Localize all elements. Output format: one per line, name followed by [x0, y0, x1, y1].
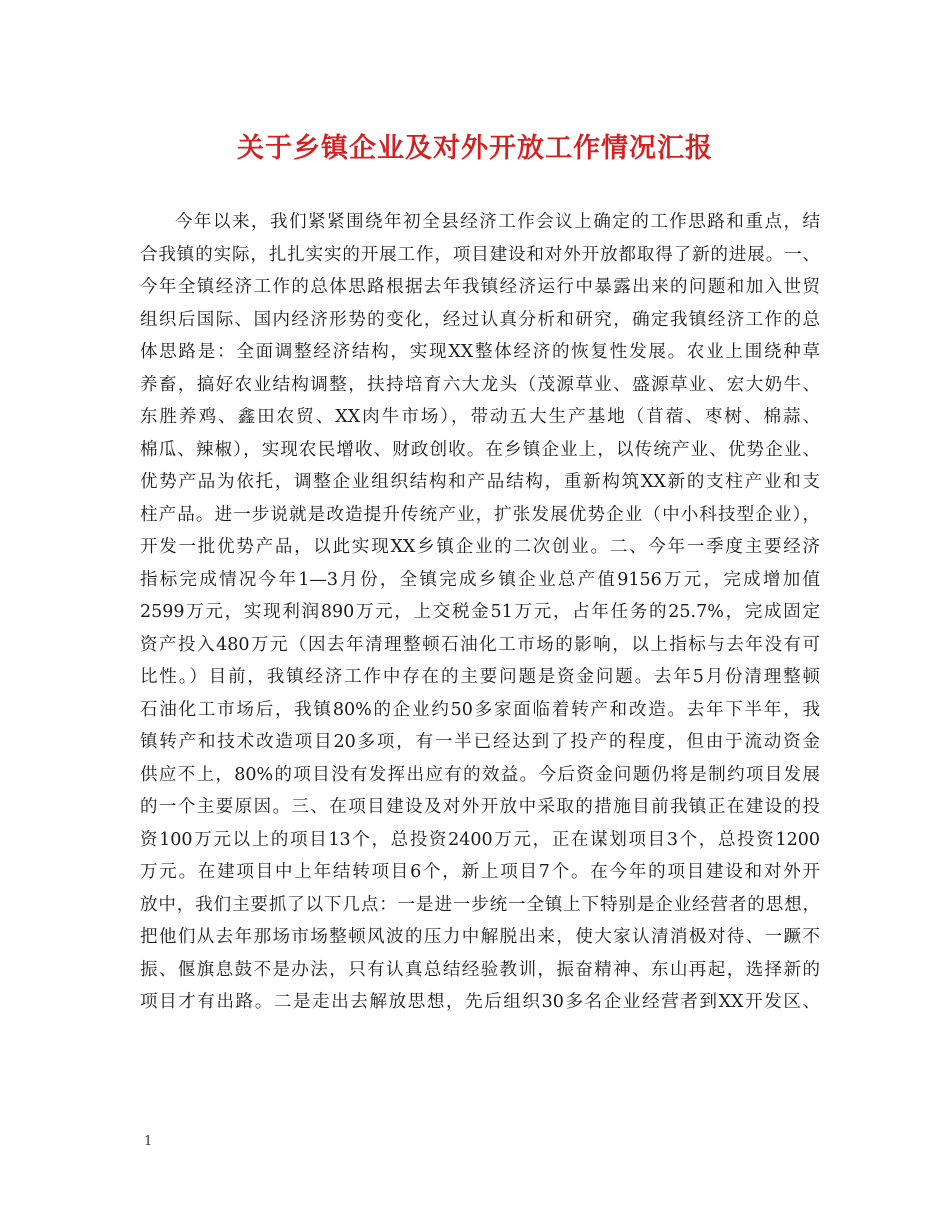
body-line: 柱产品。进一步说就是改造提升传统产业，扩张发展优势企业（中小科技型企业），	[140, 504, 820, 525]
body-line: 指标完成情况今年1—3月份，全镇完成乡镇企业总产值9156万元，完成增加值	[140, 569, 820, 590]
body-line: 合我镇的实际，扎扎实实的开展工作，项目建设和对外开放都取得了新的进展。一、	[140, 244, 820, 265]
body-line: 组织后国际、国内经济形势的变化，经过认真分析和研究，确定我镇经济工作的总	[140, 309, 820, 330]
body-line: 项目才有出路。二是走出去解放思想，先后组织30多名企业经营者到XX开发区、	[140, 992, 820, 1012]
body-line: 2599万元，实现利润890万元，上交税金51万元，占年任务的25.7%，完成固定	[140, 602, 820, 622]
body-line: 的一个主要原因。三、在项目建设及对外开放中采取的措施目前我镇正在建设的投	[140, 797, 820, 817]
body-line: 放中，我们主要抓了以下几点：一是进一步统一全镇上下特别是企业经营者的思想，	[140, 894, 820, 915]
body-line: 优势产品为依托，调整企业组织结构和产品结构，重新构筑XX新的支柱产业和支	[140, 472, 820, 492]
page-number: 1	[144, 1134, 153, 1149]
body-line: 资100万元以上的项目13个，总投资2400万元，正在谋划项目3个，总投资1200	[140, 829, 820, 850]
body-line: 供应不上，80%的项目没有发挥出应有的效益。今后资金问题仍将是制约项目发展	[140, 764, 820, 785]
body-line: 振、偃旗息鼓不是办法，只有认真总结经验教训，振奋精神、东山再起，选择新的	[140, 959, 820, 980]
body-line: 把他们从去年那场市场整顿风波的压力中解脱出来，使大家认清消极对待、一蹶不	[140, 927, 820, 947]
body-line: 镇转产和技术改造项目20多项，有一半已经达到了投产的程度，但由于流动资金	[140, 732, 820, 752]
document-title: 关于乡镇企业及对外开放工作情况汇报	[237, 133, 713, 164]
body-line: 万元。在建项目中上年结转项目6个，新上项目7个。在今年的项目建设和对外开	[140, 862, 820, 882]
body-line: 东胜养鸡、鑫田农贸、XX肉牛市场），带动五大生产基地（苜蓿、枣树、棉蒜、	[140, 407, 820, 427]
body-line: 比性。）目前，我镇经济工作中存在的主要问题是资金问题。去年5月份清理整顿	[140, 667, 820, 687]
body-line: 体思路是：全面调整经济结构，实现XX整体经济的恢复性发展。农业上围绕种草	[140, 342, 820, 362]
body-line: 今年以来，我们紧紧围绕年初全县经济工作会议上确定的工作思路和重点，结	[175, 212, 820, 232]
body-line: 资产投入480万元（因去年清理整顿石油化工市场的影响，以上指标与去年没有可	[140, 634, 820, 655]
document-body	[140, 206, 820, 1019]
body-line: 开发一批优势产品，以此实现XX乡镇企业的二次创业。二、今年一季度主要经济	[140, 537, 820, 557]
body-line: 今年全镇经济工作的总体思路根据去年我镇经济运行中暴露出来的问题和加入世贸	[140, 277, 820, 297]
body-line: 养畜，搞好农业结构调整，扶持培育六大龙头（茂源草业、盛源草业、宏大奶牛、	[140, 374, 820, 395]
body-line: 石油化工市场后，我镇80%的企业约50多家面临着转产和改造。去年下半年，我	[140, 699, 820, 720]
body-line: 棉瓜、辣椒），实现农民增收、财政创收。在乡镇企业上，以传统产业、优势企业、	[140, 439, 820, 460]
